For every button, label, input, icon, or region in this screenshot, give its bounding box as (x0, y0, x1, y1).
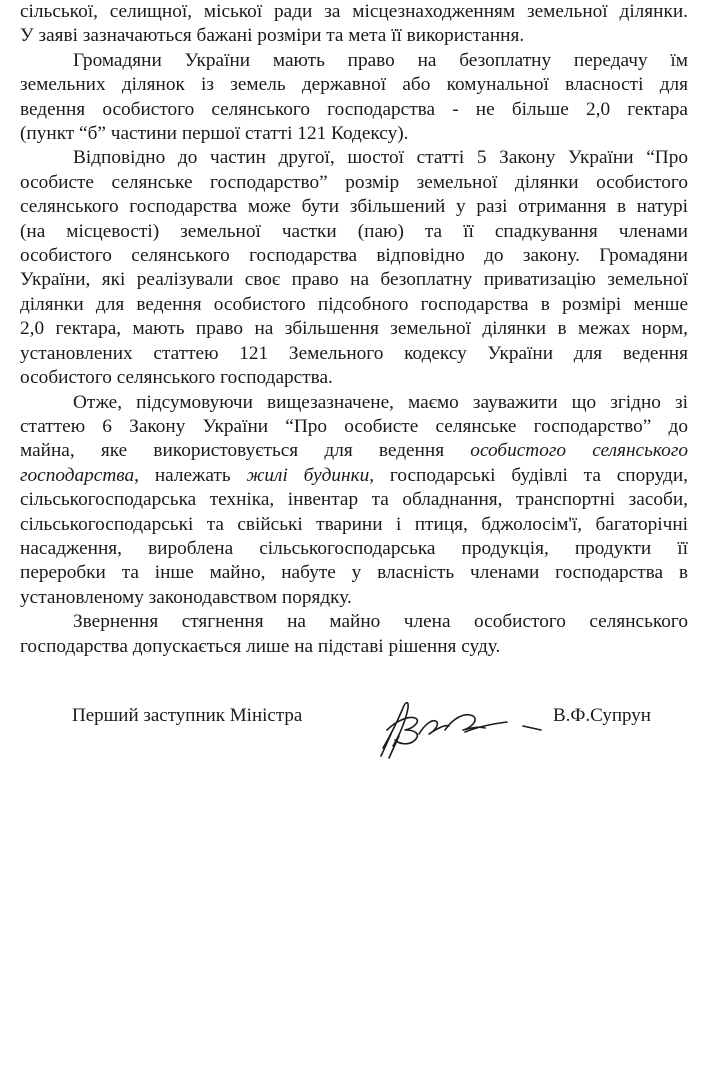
text-line: Звернення стягнення на майно члена особистого селянського (73, 611, 688, 633)
text-line: земельних ділянок із земель державної або комунальної власності для (20, 74, 688, 96)
text-line: установленому законодавством порядку. (20, 586, 352, 608)
paragraph-application (20, 0, 688, 49)
text-line: селянського господарства може бути збільшений у разі отримання в натурі (20, 196, 688, 218)
text-line: сільськогосподарська техніка, інвентар та обладнання, транспортні засоби, (20, 489, 688, 511)
text-line: особисте селянське господарство” розмір земельної ділянки особистого (20, 171, 688, 193)
signatory-role: Перший заступник Міністра (72, 705, 303, 726)
paragraph-plot-increase (20, 146, 688, 390)
text-line: особистого селянського господарства. (20, 367, 333, 389)
paragraph-household-property (20, 391, 688, 611)
handwritten-signature (375, 690, 545, 760)
text-line: 2,0 гектара, мають право на збільшення земельної ділянки в межах норм, (20, 318, 688, 340)
text-line: (на місцевості) земельної частки (паю) та її спадкування членами (20, 220, 688, 242)
text-line: статтею 6 Закону України “Про особисте селянське господарство” до (20, 415, 688, 437)
text-line: ділянки для ведення особистого підсобного господарства в розмірі менше (20, 293, 688, 315)
text-run: майна, яке використовується для ведення (20, 440, 471, 462)
signatory-name: В.Ф.Супрун (553, 705, 651, 726)
text-line: особистого селянського господарства відповідно до закону. Громадяни (20, 245, 688, 267)
letter-body (20, 0, 688, 659)
text-line: Отже, підсумовуючи вищезазначене, маємо зауважити що згідно зі (73, 391, 688, 413)
text-line: сільської, селищної, міської ради за місцезнаходженням земельної ділянки. (20, 1, 688, 22)
text-line: переробки та інше майно, набуте у власність членами господарства в (20, 562, 688, 584)
text-run: , належать (134, 464, 247, 486)
italic-run: господарства (20, 464, 135, 486)
italic-run: особистого селянського (470, 440, 688, 462)
text-line: України, які реалізували своє право на безоплатну приватизацію земельної (20, 269, 688, 291)
text-line: Громадяни України мають право на безоплатну передачу їм (73, 49, 688, 71)
text-line: У заяві зазначаються бажані розміри та мета її використання. (20, 25, 525, 47)
text-line: сільськогосподарські та свійські тварини і птиця, бджолосім'ї, багаторічні (20, 513, 688, 535)
text-line: ведення особистого селянського господарства - не більше 2,0 гектара (20, 98, 688, 120)
text-line: (пункт “б” частини першої статті 121 Кодексу). (20, 123, 409, 145)
text-line: господарства допускається лише на підставі рішення суду. (20, 635, 501, 657)
text-line: насадження, вироблена сільськогосподарська продукція, продукти її (20, 537, 688, 559)
text-line (20, 464, 688, 488)
text-run: , господарські будівлі та споруди, (369, 464, 688, 486)
paragraph-free-transfer (20, 49, 688, 147)
italic-run: жилі будинки (246, 464, 370, 486)
paragraph-recovery (20, 610, 688, 659)
text-line: Відповідно до частин другої, шостої статті 5 Закону України “Про (73, 147, 688, 169)
text-line: установлених статтею 121 Земельного кодексу України для ведення (20, 342, 688, 364)
signature-block (0, 690, 703, 760)
text-line (20, 439, 688, 463)
